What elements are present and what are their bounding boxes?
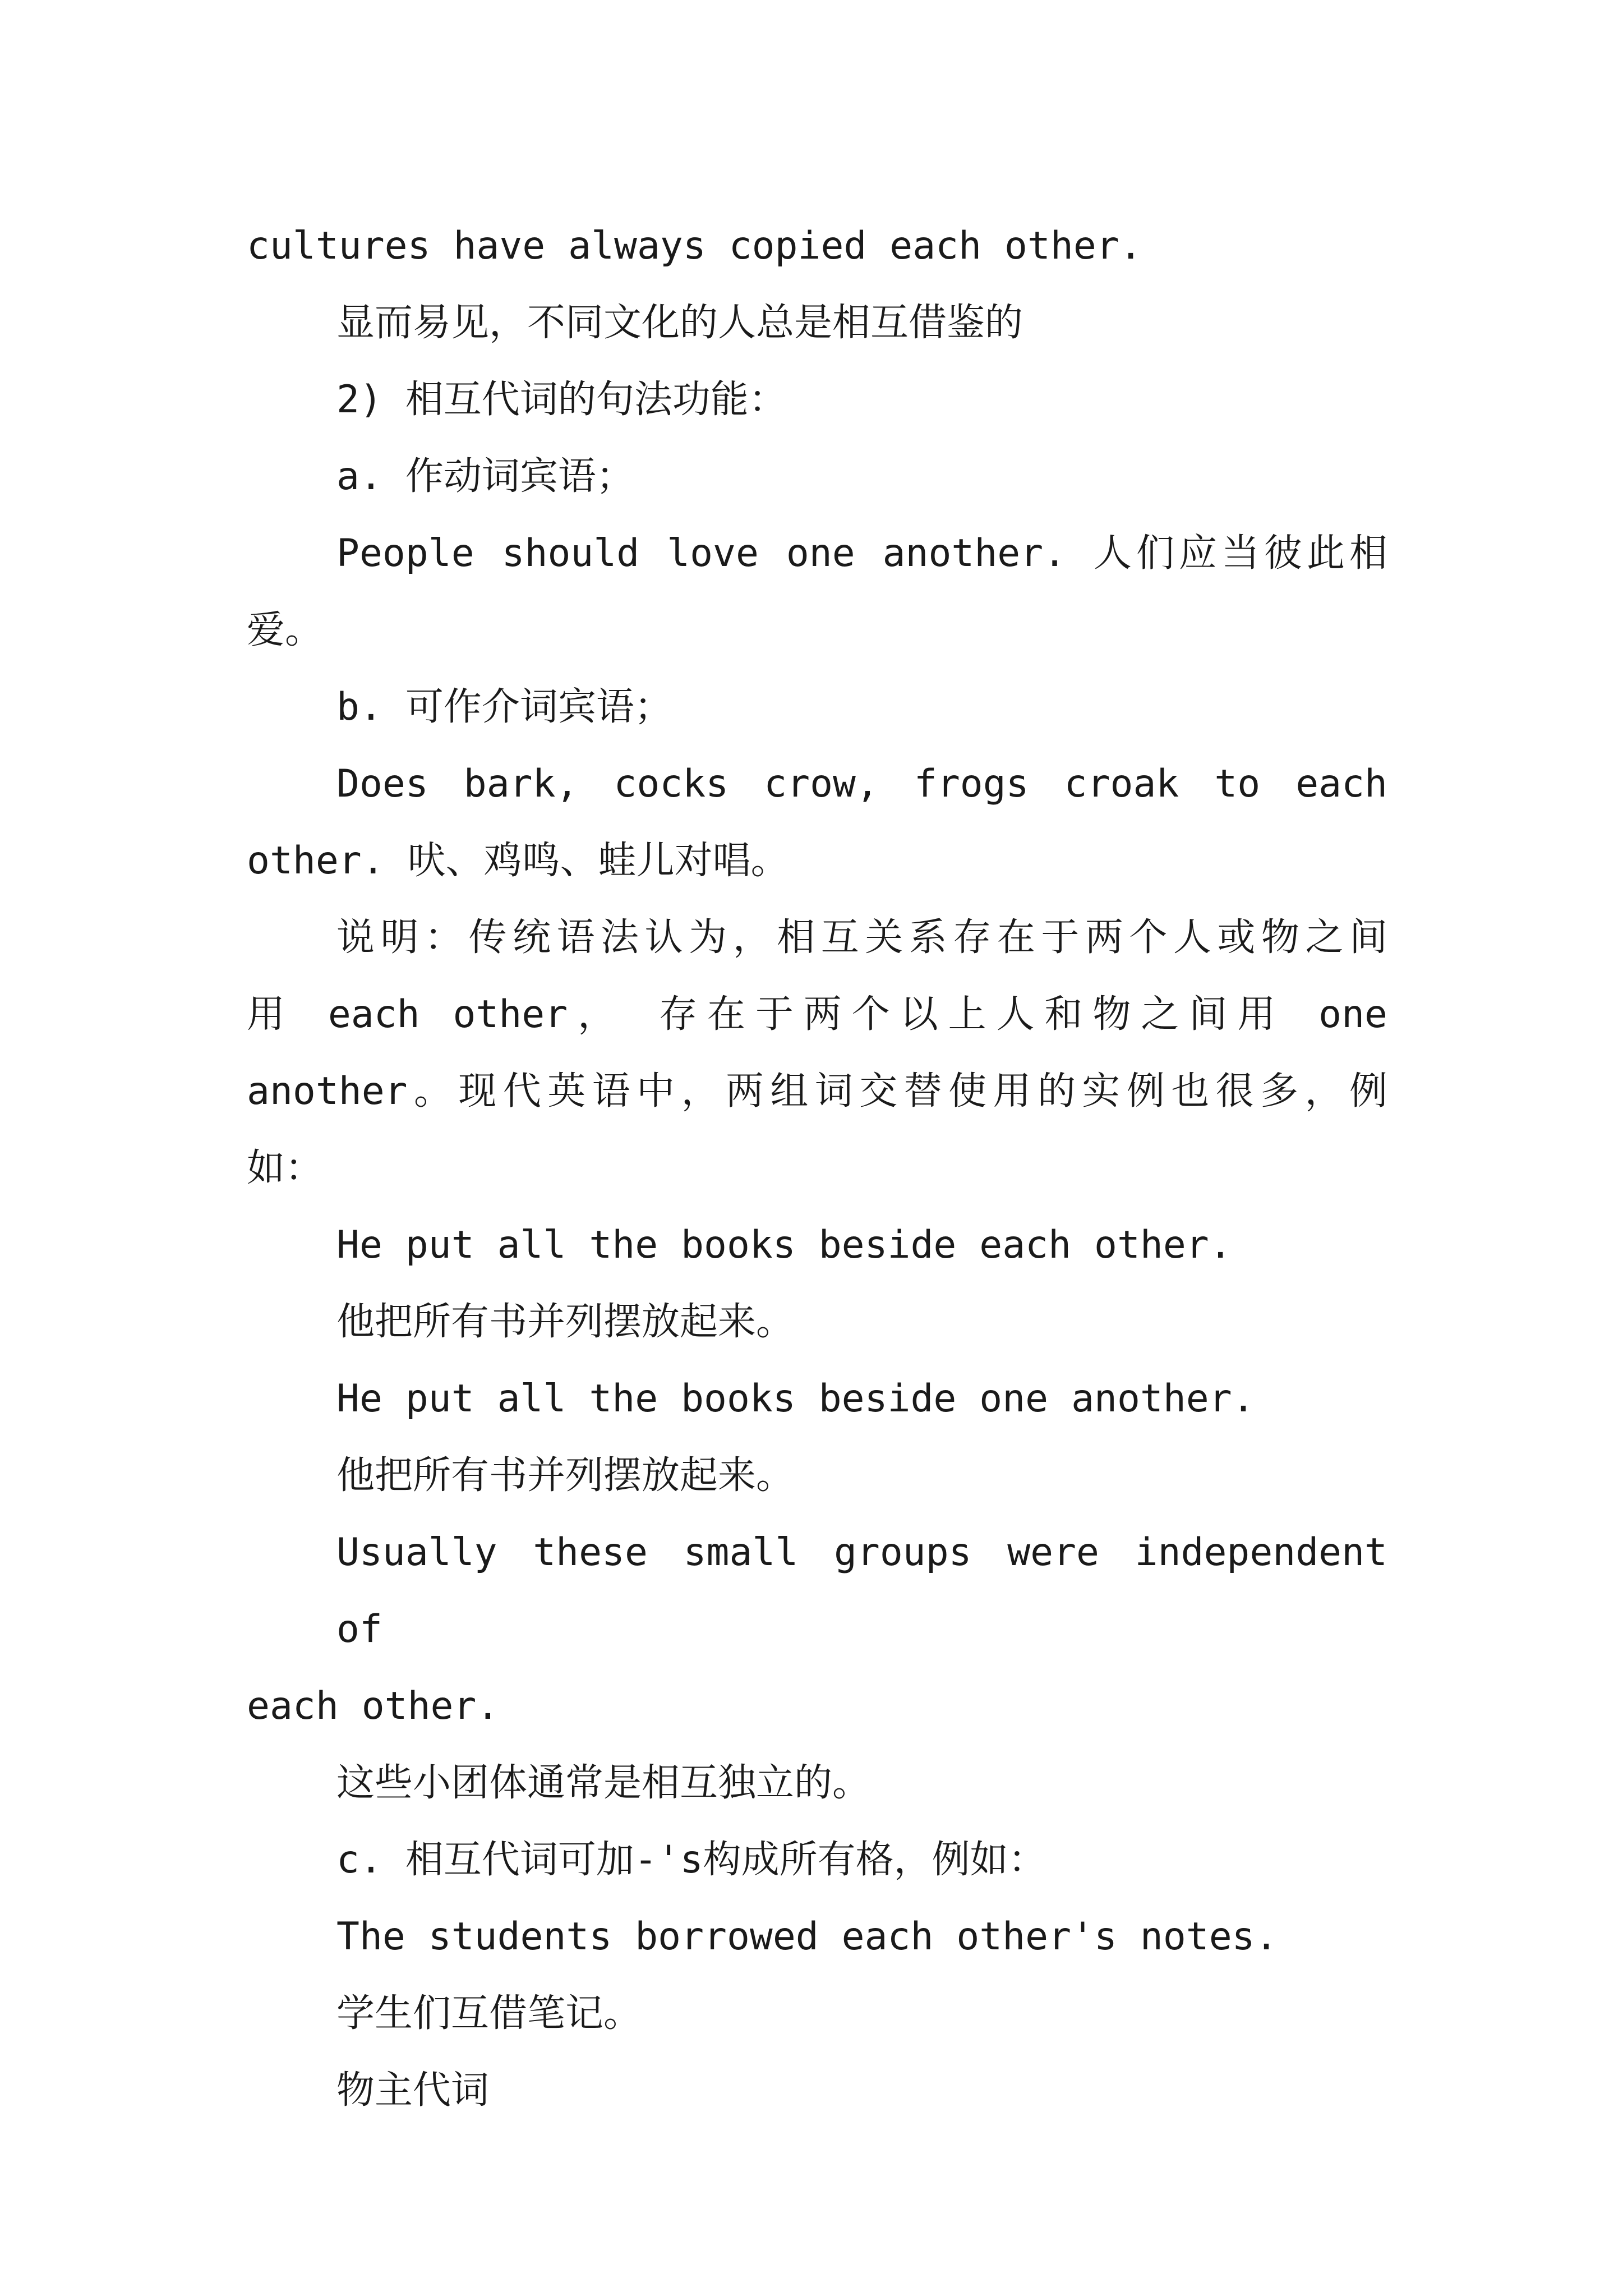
text-line-18: Usually these small groups were independent of [336,1530,1387,1651]
text-line-21: c. 相互代词可加-'s构成所有格，例如： [336,1838,1046,1882]
text-line-15: 他把所有书并列摆放起来。 [336,1300,795,1344]
text-line-1: cultures have always copied each other. [247,224,1142,268]
text-line-24: 物主代词 [336,2068,490,2113]
text-line-11: 用 each other， 存在于两个以上人和物之间用 one [247,992,1387,1037]
text-line-20: 这些小团体通常是相互独立的。 [336,1761,871,1805]
text-line-17: 他把所有书并列摆放起来。 [336,1453,795,1498]
text-line-6: 爱。 [247,608,324,652]
text-line-22: The students borrowed each other's notes. [336,1915,1278,1959]
text-line-9: other. 吠、鸡鸣、蛙儿对唱。 [247,839,789,883]
text-line-19: each other. [247,1684,500,1728]
document-body [247,208,1387,2129]
text-line-10: 说明：传统语法认为，相互关系存在于两个人或物之间 [336,915,1387,960]
text-line-13: 如： [247,1146,324,1190]
text-line-2: 显而易见，不同文化的人总是相互借鉴的 [336,301,1023,345]
text-line-3: 2) 相互代词的句法功能： [336,378,787,422]
text-line-16: He put all the books beside one another. [336,1377,1255,1421]
text-line-12: another。现代英语中，两组词交替使用的实例也很多，例 [247,1069,1387,1114]
text-line-7: b. 可作介词宾语； [336,685,672,729]
text-line-14: He put all the books beside each other. [336,1223,1232,1267]
text-line-4: a. 作动词宾语； [336,454,634,499]
text-line-5: People should love one another. 人们应当彼此相 [336,531,1387,576]
text-line-23: 学生们互借笔记。 [336,1991,642,2036]
text-line-8: Does bark, cocks crow, frogs croak to each [336,762,1387,806]
